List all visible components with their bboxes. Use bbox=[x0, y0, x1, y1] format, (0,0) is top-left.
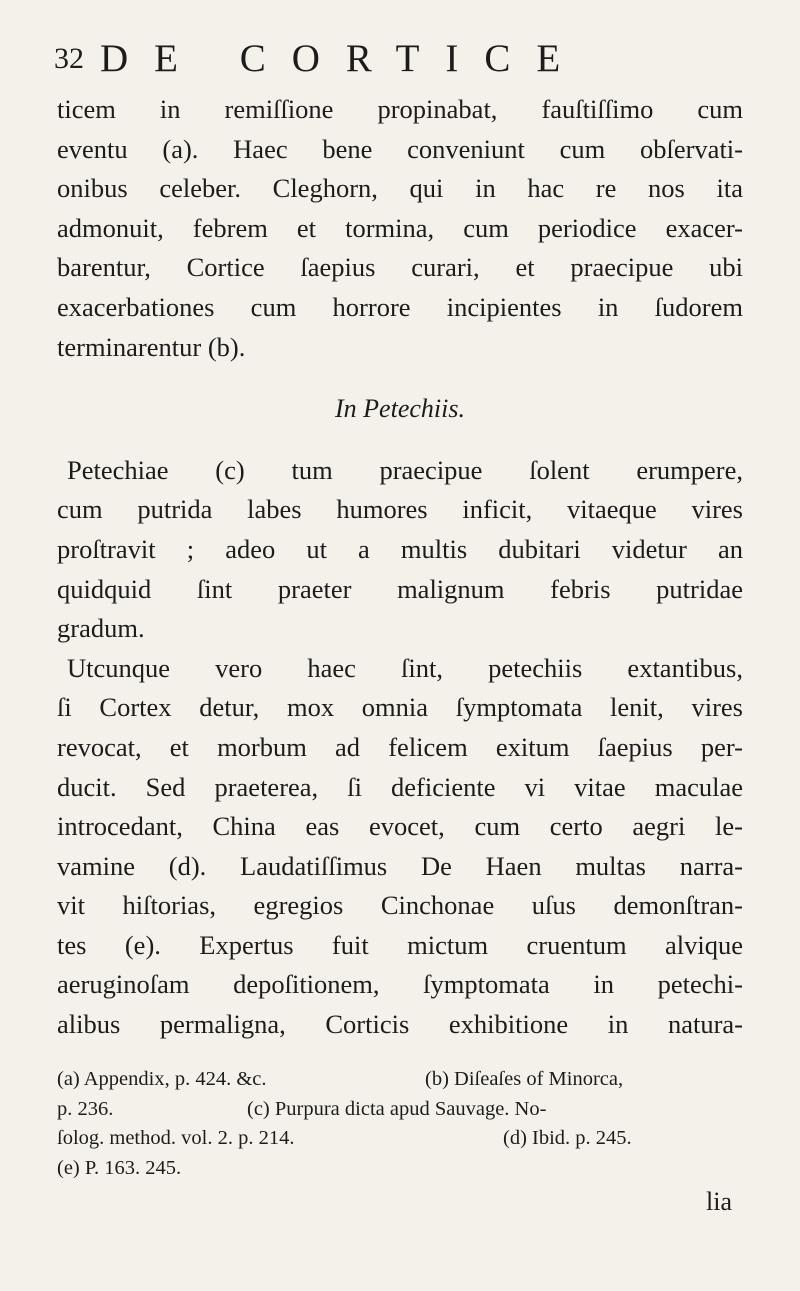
text-line: gradum. bbox=[57, 613, 145, 644]
text-line: ſi Cortex detur, mox omnia ſymptomata lenit, vires bbox=[57, 692, 743, 723]
page-header bbox=[54, 36, 744, 86]
footnote-b: (b) Diſeaſes of Minorca, bbox=[425, 1068, 624, 1090]
text-line: introcedant, China eas evocet, cum certo aegri le- bbox=[57, 811, 743, 842]
text-line: onibus celeber. Cleghorn, qui in hac re nos ita bbox=[57, 173, 743, 204]
footnote-d: (d) Ibid. p. 245. bbox=[503, 1127, 632, 1150]
footnote-line bbox=[57, 1095, 743, 1125]
body-text bbox=[57, 90, 743, 1045]
text-line: exacerbationes cum horrore incipientes in ſudorem bbox=[57, 291, 743, 322]
text-line: ticem in remiſſione propinabat, fauſtiſſimo cum bbox=[57, 94, 743, 124]
text-line: alibus permaligna, Corticis exhibitione in natura- bbox=[57, 1009, 743, 1040]
footnote-c: (c) Purpura dicta apud Sauvage. No- bbox=[247, 1097, 547, 1120]
footnote-line bbox=[57, 1154, 743, 1184]
page-number: 32 bbox=[54, 42, 84, 75]
text-line: barentur, Cortice ſaepius curari, et praecipue ubi bbox=[57, 252, 743, 283]
text-line: cum putrida labes humores inficit, vitaeque vires bbox=[57, 494, 743, 525]
text-line: terminarentur (b). bbox=[57, 331, 246, 362]
running-title: DE CORTICE bbox=[100, 37, 587, 80]
footnote-a-continuation: p. 236. bbox=[57, 1097, 114, 1120]
text-line: quidquid ſint praeter malignum febris putridae bbox=[57, 573, 743, 604]
footnotes bbox=[57, 1065, 743, 1183]
text-line: Petechiae (c) tum praecipue ſolent erumpere, bbox=[67, 454, 743, 485]
text-line: vit hiſtorias, egregios Cinchonae uſus demonſtran- bbox=[57, 890, 743, 921]
text-line: tes (e). Expertus fuit mictum cruentum alvique bbox=[57, 929, 743, 960]
text-line: admonuit, febrem et tormina, cum periodice exacer- bbox=[57, 212, 743, 243]
text-line: Utcunque vero haec ſint, petechiis extantibus, bbox=[67, 652, 743, 683]
text-line: aeruginoſam depoſitionem, ſymptomata in petechi- bbox=[57, 969, 743, 1000]
section-heading: In Petechiis. bbox=[335, 394, 465, 424]
footnote-e: (e) P. 163. 245. bbox=[57, 1156, 182, 1179]
text-line: ducit. Sed praeterea, ſi deficiente vi vitae maculae bbox=[57, 771, 743, 802]
text-line: eventu (a). Haec bene conveniunt cum obſervati- bbox=[57, 133, 743, 164]
footnote-a: (a) Appendix, p. 424. &c. bbox=[57, 1068, 267, 1090]
text-line: revocat, et morbum ad felicem exitum ſaepius per- bbox=[57, 731, 743, 762]
catchword: lia bbox=[706, 1187, 732, 1216]
footnote-c-continuation: ſolog. method. vol. 2. p. 214. bbox=[57, 1127, 295, 1150]
text-line: proſtravit ; adeo ut a multis dubitari videtur an bbox=[57, 533, 743, 564]
text-line: vamine (d). Laudatiſſimus De Haen multas narra- bbox=[57, 850, 743, 881]
footnote-line bbox=[57, 1065, 743, 1095]
footnote-line bbox=[57, 1124, 743, 1154]
